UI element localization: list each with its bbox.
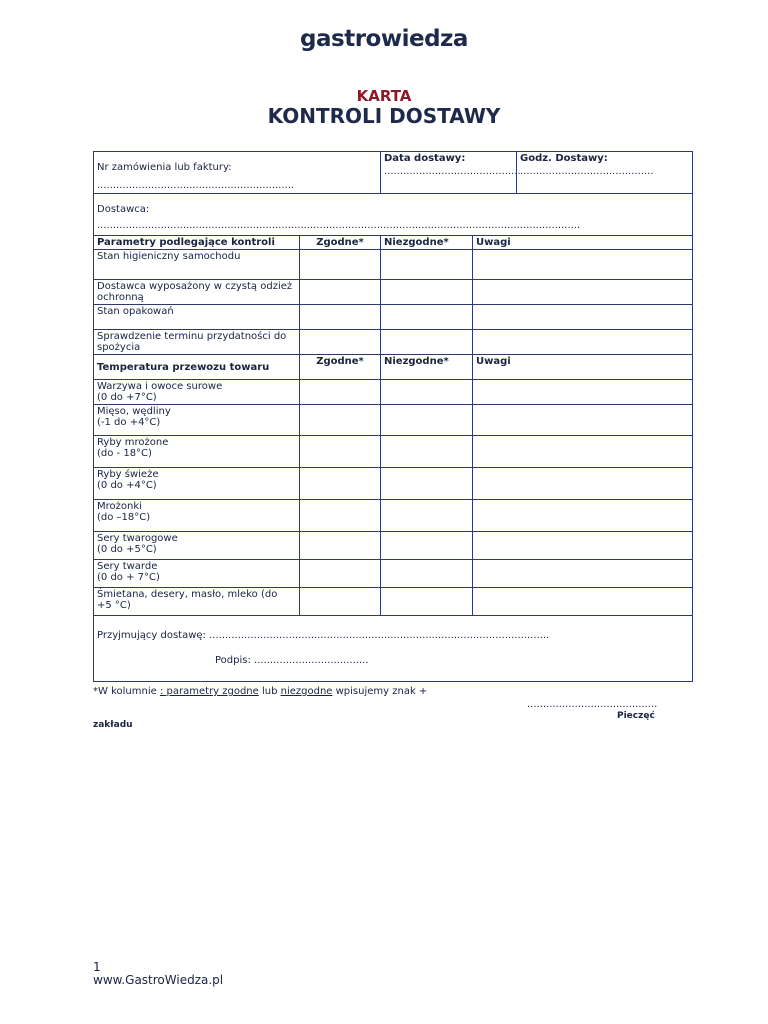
delivery-date-dots: ........................................... bbox=[384, 166, 521, 177]
compliant-cell[interactable] bbox=[300, 468, 381, 500]
col-notes-header: Uwagi bbox=[473, 355, 693, 380]
col-compliant-header: Zgodne* bbox=[300, 236, 381, 250]
document-subtitle: KARTA bbox=[356, 87, 412, 105]
order-number-dots: .............................................................. bbox=[97, 180, 295, 191]
page-number: 1 bbox=[93, 960, 101, 974]
temperature-row-label: Mrożonki (do –18°C) bbox=[94, 500, 300, 532]
notes-cell[interactable] bbox=[473, 280, 693, 305]
col-notes-header: Uwagi bbox=[473, 236, 693, 250]
notes-cell[interactable] bbox=[473, 436, 693, 468]
footer-website: www.GastroWiedza.pl bbox=[93, 973, 224, 987]
noncompliant-cell[interactable] bbox=[381, 405, 473, 436]
noncompliant-cell[interactable] bbox=[381, 330, 473, 355]
receiver-signature-cell[interactable] bbox=[94, 616, 693, 682]
compliant-cell[interactable] bbox=[300, 560, 381, 588]
document-title: KONTROLI DOSTAWY bbox=[267, 104, 501, 128]
supplier-dots: ........................................................................................................................................................ bbox=[97, 220, 581, 231]
receiver-dots: ........................................................................................................... bbox=[209, 630, 550, 641]
compliant-cell[interactable] bbox=[300, 250, 381, 280]
col-compliant-header: Zgodne* bbox=[300, 355, 381, 380]
order-number-label: Nr zamówienia lub faktury: bbox=[97, 162, 232, 173]
delivery-time-cell[interactable] bbox=[517, 152, 693, 194]
temperature-row-label: Sery twarogowe (0 do +5°C) bbox=[94, 532, 300, 560]
col-noncompliant-header: Niezgodne* bbox=[381, 236, 473, 250]
section-parameters-header: Parametry podlegające kontroli bbox=[94, 236, 300, 250]
order-number-cell[interactable] bbox=[94, 152, 381, 194]
noncompliant-cell[interactable] bbox=[381, 380, 473, 405]
signature-label: Podpis: bbox=[215, 655, 255, 666]
notes-cell[interactable] bbox=[473, 588, 693, 616]
temperature-row-label: Ryby mrożone (do - 18°C) bbox=[94, 436, 300, 468]
param-row-label: Dostawca wyposażony w czystą odzież ochronną bbox=[94, 280, 300, 305]
compliant-cell[interactable] bbox=[300, 588, 381, 616]
signature-dots: .................................... bbox=[254, 655, 369, 666]
notes-cell[interactable] bbox=[473, 500, 693, 532]
noncompliant-cell[interactable] bbox=[381, 436, 473, 468]
noncompliant-cell[interactable] bbox=[381, 588, 473, 616]
param-row-label: Stan higieniczny samochodu bbox=[94, 250, 300, 280]
compliant-cell[interactable] bbox=[300, 532, 381, 560]
delivery-time-label: Godz. Dostawy: bbox=[520, 153, 608, 164]
compliant-cell[interactable] bbox=[300, 436, 381, 468]
temperature-row-label: Ryby świeże (0 do +4°C) bbox=[94, 468, 300, 500]
section-temperature-header: Temperatura przewozu towaru bbox=[94, 355, 300, 380]
notes-cell[interactable] bbox=[473, 560, 693, 588]
notes-cell[interactable] bbox=[473, 330, 693, 355]
compliant-cell[interactable] bbox=[300, 380, 381, 405]
noncompliant-cell[interactable] bbox=[381, 280, 473, 305]
noncompliant-cell[interactable] bbox=[381, 560, 473, 588]
temperature-row-label: Warzywa i owoce surowe (0 do +7°C) bbox=[94, 380, 300, 405]
compliant-cell[interactable] bbox=[300, 305, 381, 330]
receiver-label: Przyjmujący dostawę: bbox=[97, 630, 210, 641]
notes-cell[interactable] bbox=[473, 380, 693, 405]
compliant-cell[interactable] bbox=[300, 405, 381, 436]
delivery-time-dots: .......................................... bbox=[520, 166, 654, 177]
notes-cell[interactable] bbox=[473, 532, 693, 560]
delivery-date-cell[interactable] bbox=[381, 152, 521, 194]
notes-cell[interactable] bbox=[473, 305, 693, 330]
noncompliant-cell[interactable] bbox=[381, 468, 473, 500]
footnote: *W kolumnie : parametry zgodne lub niezgodne wpisujemy znak + bbox=[93, 686, 428, 697]
logo: gastrowiedza bbox=[300, 26, 468, 52]
delivery-control-table bbox=[93, 151, 693, 682]
temperature-row-label: Mięso, wędliny (-1 do +4°C) bbox=[94, 405, 300, 436]
param-row-label: Sprawdzenie terminu przydatności do spożycia bbox=[94, 330, 300, 355]
compliant-cell[interactable] bbox=[300, 330, 381, 355]
notes-cell[interactable] bbox=[473, 468, 693, 500]
temperature-row-label: Sery twarde (0 do + 7°C) bbox=[94, 560, 300, 588]
delivery-date-label: Data dostawy: bbox=[384, 153, 466, 164]
supplier-cell[interactable] bbox=[94, 194, 693, 236]
noncompliant-cell[interactable] bbox=[381, 250, 473, 280]
stamp-dots: ......................................... bbox=[527, 699, 658, 710]
compliant-cell[interactable] bbox=[300, 280, 381, 305]
param-row-label: Stan opakowań bbox=[94, 305, 300, 330]
noncompliant-cell[interactable] bbox=[381, 305, 473, 330]
noncompliant-cell[interactable] bbox=[381, 532, 473, 560]
notes-cell[interactable] bbox=[473, 250, 693, 280]
stamp-label-continued: zakładu bbox=[93, 720, 133, 730]
supplier-label: Dostawca: bbox=[97, 204, 150, 215]
noncompliant-cell[interactable] bbox=[381, 500, 473, 532]
temperature-row-label: Śmietana, desery, masło, mleko (do +5 °C) bbox=[94, 588, 300, 616]
notes-cell[interactable] bbox=[473, 405, 693, 436]
col-noncompliant-header: Niezgodne* bbox=[381, 355, 473, 380]
stamp-label: Pieczęć bbox=[617, 711, 655, 721]
compliant-cell[interactable] bbox=[300, 500, 381, 532]
